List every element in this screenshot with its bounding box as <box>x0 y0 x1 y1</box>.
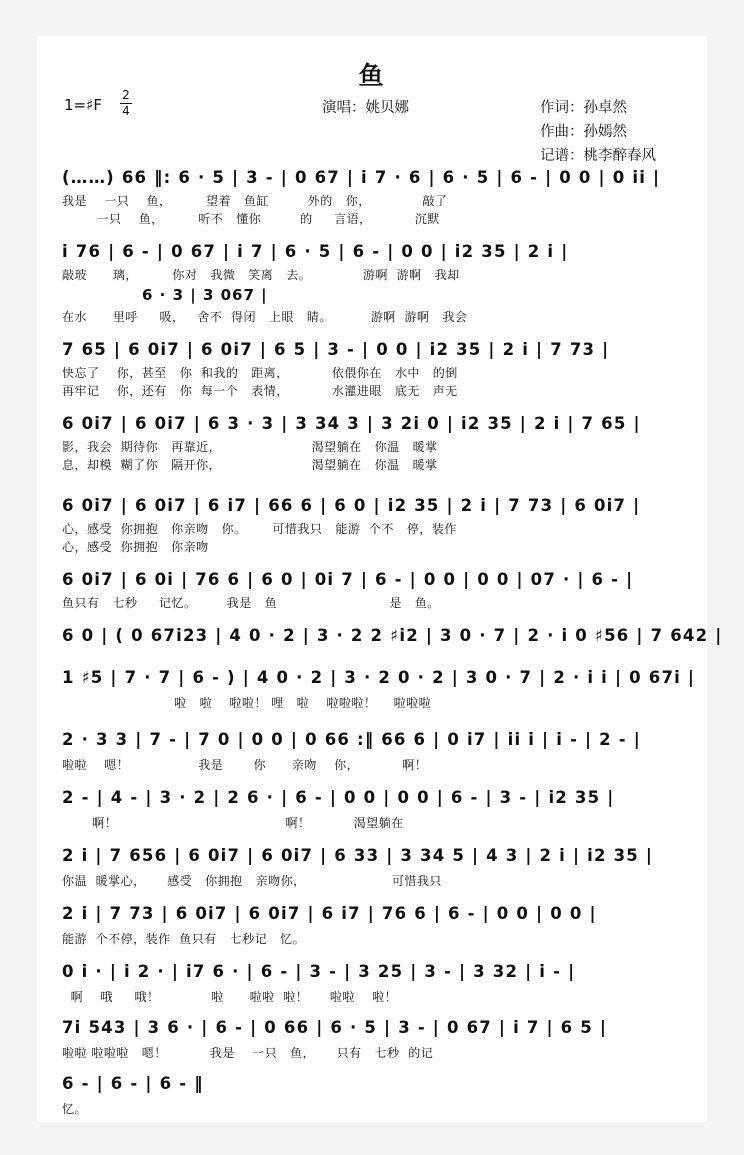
lyric-line: 在水 里呼 吸， 舍不 得闭 上眼 睛。 游啊 游啊 我会 <box>62 310 468 324</box>
notation-line: 7i 543 | 3 6 · | 6 - | 0 66 | 6 · 5 | 3 - | 0 67 | i 7 | 6 5 | <box>62 1018 608 1037</box>
notation-line: 2 i | 7 73 | 6 0i7 | 6 0i7 | 6 i7 | 76 6 | 6 - | 0 0 | 0 0 | <box>62 904 597 923</box>
notation-line: (……) 66 ‖: 6 · 5 | 3 - | 0 67 | i 7 · 6 | 6 · 5 | 6 - | 0 0 | 0 ii | <box>62 168 661 187</box>
key-signature: 1=♯F <box>64 96 102 114</box>
lyric-line: 影，我会 期待你 再靠近， 渴望躺在 你温 暖掌 <box>62 440 438 454</box>
notation-subline: 6 · 3 | 3 067 | <box>142 286 268 304</box>
notation-line: 2 i | 7 656 | 6 0i7 | 6 0i7 | 6 33 | 3 34 5 | 4 3 | 2 i | i2 35 | <box>62 846 654 865</box>
composer-credit: 作曲：孙嫣然 <box>540 124 627 140</box>
lyric-line: 敲玻 璃， 你对 我微 笑离 去。 游啊 游啊 我却 <box>62 268 460 282</box>
lyric-line: 息，却模 糊了你 隔开你， 渴望躺在 你温 暖掌 <box>62 458 438 472</box>
time-top: 2 <box>122 88 130 102</box>
time-signature <box>120 89 132 118</box>
singer-credit: 演唱：姚贝娜 <box>322 100 409 116</box>
notation-line: 6 0i7 | 6 0i | 76 6 | 6 0 | 0i 7 | 6 - | 0 0 | 0 0 | 07 · | 6 - | <box>62 570 634 589</box>
lyric-line: 你温 暖掌心， 感受 你拥抱 亲吻你， 可惜我只 <box>62 874 442 888</box>
notation-line: 2 · 3 3 | 7 - | 7 0 | 0 0 | 0 66 :‖ 66 6 | 0 i7 | ii i | i - | 2 - | <box>62 730 642 749</box>
notation-line: 2 - | 4 - | 3 · 2 | 2 6 · | 6 - | 0 0 | 0 0 | 6 - | 3 - | i2 35 | <box>62 788 615 807</box>
notation-line: 6 - | 6 - | 6 - ‖ <box>62 1074 204 1093</box>
transcriber-credit: 记谱：桃李醉春风 <box>540 148 656 164</box>
lyric-line: 一只 鱼， 听不 懂你 的 言语， 沉默 <box>62 212 440 226</box>
lyricist-credit: 作词：孙卓然 <box>540 100 627 116</box>
notation-line: 7 65 | 6 0i7 | 6 0i7 | 6 5 | 3 - | 0 0 | i2 35 | 2 i | 7 73 | <box>62 340 610 359</box>
lyric-line: 啦 啦 啦啦！ 哩 啦 啦啦啦！ 啦啦啦 <box>62 696 432 710</box>
lyric-line: 能游 个不停，装作 鱼只有 七秒记 忆。 <box>62 932 306 946</box>
notation-line: i 76 | 6 - | 0 67 | i 7 | 6 · 5 | 6 - | 0 0 | i2 35 | 2 i | <box>62 242 569 261</box>
lyric-line: 忆。 <box>62 1102 88 1116</box>
time-bottom: 4 <box>122 104 130 118</box>
notation-line: 6 0i7 | 6 0i7 | 6 i7 | 66 6 | 6 0 | i2 35 | 2 i | 7 73 | 6 0i7 | <box>62 496 641 515</box>
notation-line: 6 0i7 | 6 0i7 | 6 3 · 3 | 3 34 3 | 3 2i 0 | i2 35 | 2 i | 7 65 | <box>62 414 641 433</box>
lyric-line: 心，感受 你拥抱 你亲吻 你。 可惜我只 能游 个不 停，装作 <box>62 522 457 536</box>
lyric-line: 啦啦 啦啦啦 嗯！ 我是 一只 鱼， 只有 七秒 的记 <box>62 1046 434 1060</box>
lyric-line: 啊！ 啊！ 渴望躺在 <box>62 816 404 830</box>
lyric-line: 快忘了 你，甚至 你 和我的 距离， 依偎你在 水中 的倒 <box>62 366 458 380</box>
notation-line: 1 ♯5 | 7 · 7 | 6 - ) | 4 0 · 2 | 3 · 2 0 · 2 | 3 0 · 7 | 2 · i i | 0 67i | <box>62 668 696 687</box>
notation-line: 6 0 | ( 0 67i23 | 4 0 · 2 | 3 · 2 2 ♯i2 | 3 0 · 7 | 2 · i 0 ♯56 | 7 642 | <box>62 626 723 645</box>
lyric-line: 心，感受 你拥抱 你亲吻 <box>62 540 209 554</box>
notation-line: 0 i · | i 2 · | i7 6 · | 6 - | 3 - | 3 25 | 3 - | 3 32 | i - | <box>62 962 576 981</box>
lyric-line: 鱼只有 七秒 记忆。 我是 鱼 是 鱼。 <box>62 596 440 610</box>
lyric-line: 啦啦 嗯！ 我是 你 亲吻 你， 啊！ <box>62 758 428 772</box>
song-title: 鱼 <box>358 61 386 90</box>
lyric-line: 我是 一只 鱼， 望着 鱼缸 外的 你， 敲了 <box>62 194 448 208</box>
lyric-line: 啊 哦 哦！ 啦 啦啦 啦！ 啦啦 啦！ <box>62 990 398 1004</box>
lyric-line: 再牢记 你，还有 你 每一个 表情， 水灌进眼 底无 声无 <box>62 384 458 398</box>
